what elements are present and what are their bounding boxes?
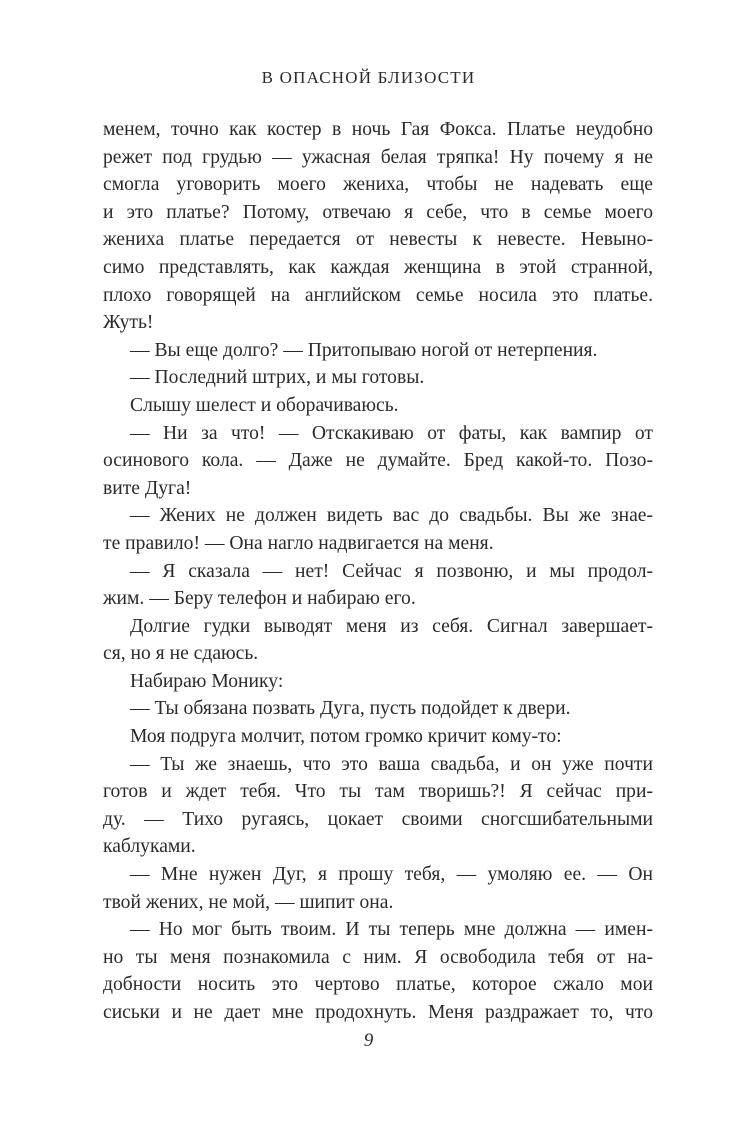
text-line: ду. — Тихо ругаясь, цокает своими сногсшибательными: [103, 808, 653, 830]
text-line: вите Дуга!: [103, 477, 192, 499]
text-line: — Ты же знаешь, что это ваша свадьба, и он уже почти: [130, 753, 653, 775]
text-line: жим. — Беру телефон и набираю его.: [103, 588, 416, 610]
text-line: менем, точно как костер в ночь Гая Фокса. Платье неудобно: [103, 119, 653, 140]
text-line: — Я сказала — нет! Сейчас я позвоню, и мы продол-: [130, 560, 653, 582]
body-text: [103, 116, 653, 1027]
text-line: те правило! — Она нагло надвигается на меня.: [103, 532, 494, 554]
text-line: — Ни за что! — Отскакиваю от фаты, как вампир от: [130, 422, 653, 444]
text-line: добности носить это чертово платье, которое сжало мои: [103, 974, 653, 996]
text-line: смогла уговорить моего жениха, чтобы не надевать еще: [103, 174, 653, 196]
running-head-title: В ОПАСНОЙ БЛИЗОСТИ: [261, 68, 476, 87]
text-line: — Последний штрих, и мы готовы.: [130, 367, 425, 389]
text-line: — Ты обязана позвать Дуга, пусть подойдет к двери.: [130, 698, 571, 720]
text-line: — Вы еще долго? — Притопываю ногой от нетерпения.: [130, 339, 598, 361]
text-line: — Жених не должен видеть вас до свадьбы. Вы же знае-: [130, 505, 653, 527]
text-line: — Мне нужен Дуг, я прошу тебя, — умоляю ее. — Он: [130, 864, 653, 886]
text-line: режет под грудью — ужасная белая тряпка! Ну почему я не: [103, 146, 653, 168]
text-line: Долгие гудки выводят меня из себя. Сигнал завершает-: [130, 615, 653, 637]
text-line: — Но мог быть твоим. И ты теперь мне должна — имен-: [130, 919, 653, 941]
text-line: твой жених, не мой, — шипит она.: [103, 891, 394, 913]
text-line: готов и ждет тебя. Что ты там творишь?! Я сейчас при-: [103, 781, 653, 803]
text-line: ся, но я не сдаюсь.: [103, 643, 259, 665]
text-line: и это платье? Потому, отвечаю я себе, что в семье моего: [103, 201, 653, 223]
text-line: Слышу шелест и оборачиваюсь.: [130, 394, 399, 416]
text-line: плохо говорящей на английском семье носила это платье.: [103, 284, 653, 306]
text-line: осинового кола. — Даже не думайте. Бред какой-то. Позо-: [103, 450, 653, 472]
text-line: сиськи и не дает мне продохнуть. Меня раздражает то, что: [103, 1002, 653, 1023]
text-line: жениха платье передается от невесты к невесте. Невыно-: [103, 229, 653, 251]
page-number: 9: [363, 1030, 374, 1051]
text-line: Моя подруга молчит, потом громко кричит кому-то:: [130, 726, 562, 748]
text-line: Жуть!: [103, 312, 154, 334]
text-line: Набираю Монику:: [130, 670, 284, 692]
text-line: каблуками.: [103, 836, 196, 858]
text-line: но ты меня познакомила с ним. Я освободила тебя от на-: [103, 946, 653, 968]
text-line: симо представлять, как каждая женщина в этой странной,: [103, 256, 653, 278]
